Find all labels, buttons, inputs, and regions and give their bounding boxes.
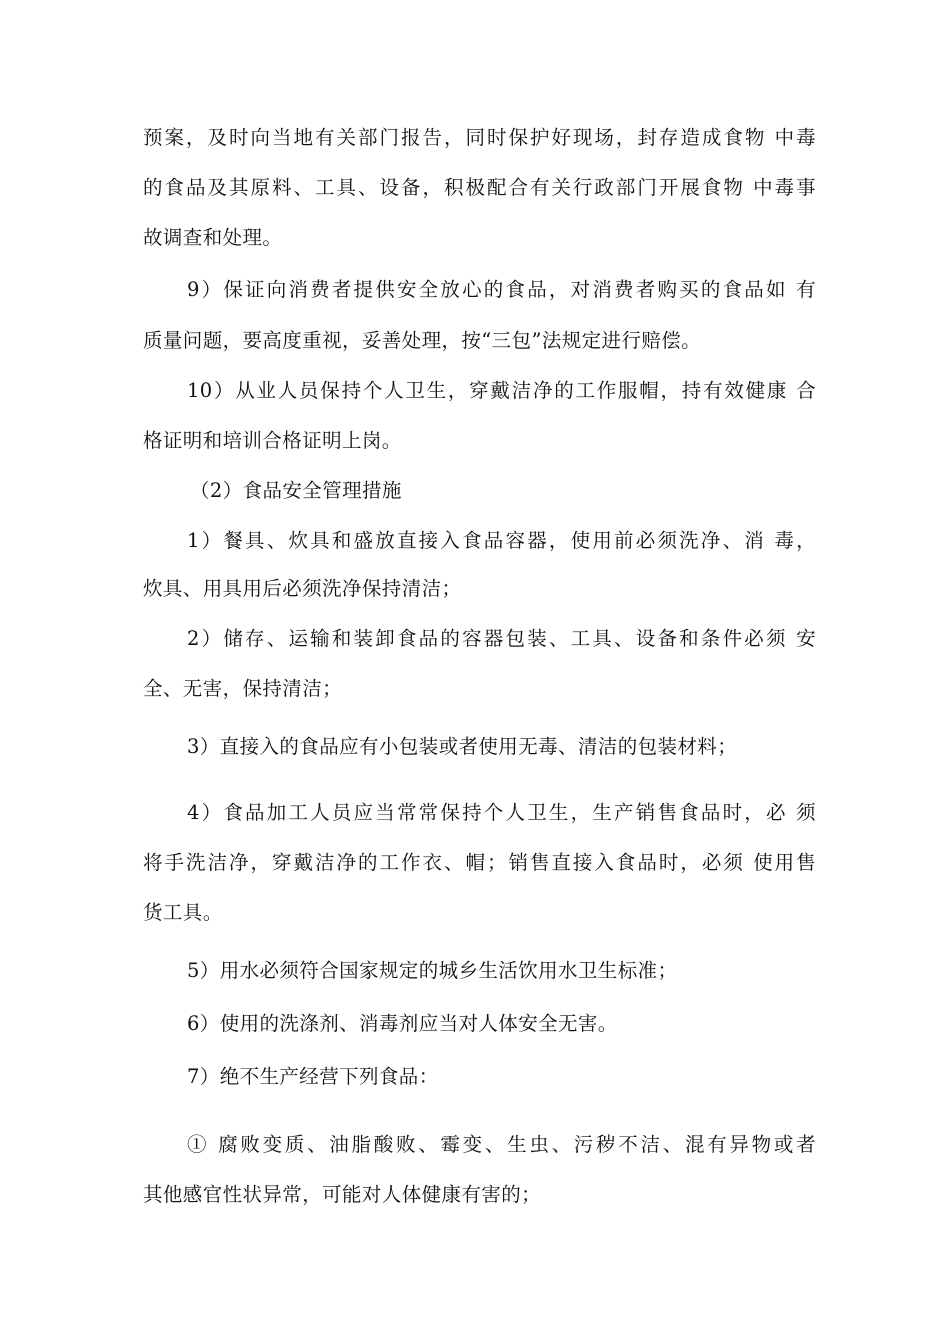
text-line: 9）保证向消费者提供安全放心的食品，对消费者购买的食品如 有 xyxy=(187,278,816,301)
text-line: 的食品及其原料、工具、设备，积极配合有关行政部门开展食物 中毒事 xyxy=(143,176,816,199)
text-line: 预案，及时向当地有关部门报告，同时保护好现场，封存造成食物 中毒 xyxy=(143,126,816,149)
text-line: 4）食品加工人员应当常常保持个人卫生，生产销售食品时，必 须 xyxy=(187,801,816,824)
text-line: 其他感官性状异常，可能对人体健康有害的； xyxy=(143,1183,542,1206)
text-line: 全、无害，保持清洁； xyxy=(143,677,343,700)
text-line: 格证明和培训合格证明上岗。 xyxy=(143,429,402,452)
text-line: 7）绝不生产经营下列食品： xyxy=(187,1065,439,1088)
text-line: 5）用水必须符合国家规定的城乡生活饮用水卫生标准； xyxy=(187,959,678,982)
text-line: 6）使用的洗涤剂、消毒剂应当对人体安全无害。 xyxy=(187,1012,618,1035)
text-line: 将手洗洁净，穿戴洁净的工作衣、帽；销售直接入食品时，必须 使用售 xyxy=(143,851,816,874)
text-line: 3）直接入的食品应有小包装或者使用无毒、清洁的包装材料； xyxy=(187,735,738,758)
text-line: 故调查和处理。 xyxy=(143,226,283,249)
text-line: 炊具、用具用后必须洗净保持清洁； xyxy=(143,577,462,600)
text-line: 质量问题，要高度重视，妥善处理，按“三包”法规定进行赔偿。 xyxy=(143,329,702,352)
text-line: ① 腐败变质、油脂酸败、霉变、生虫、污秽不洁、混有异物或者 xyxy=(187,1133,816,1156)
text-line: 2）储存、运输和装卸食品的容器包装、工具、设备和条件必须 安 xyxy=(187,627,816,650)
text-line: 货工具。 xyxy=(143,901,223,924)
text-line: 1）餐具、炊具和盛放直接入食品容器，使用前必须洗净、消 毒， xyxy=(187,529,816,552)
section-heading: （2）食品安全管理措施 xyxy=(190,479,402,502)
text-line: 10）从业人员保持个人卫生，穿戴洁净的工作服帽，持有效健康 合 xyxy=(187,379,816,402)
